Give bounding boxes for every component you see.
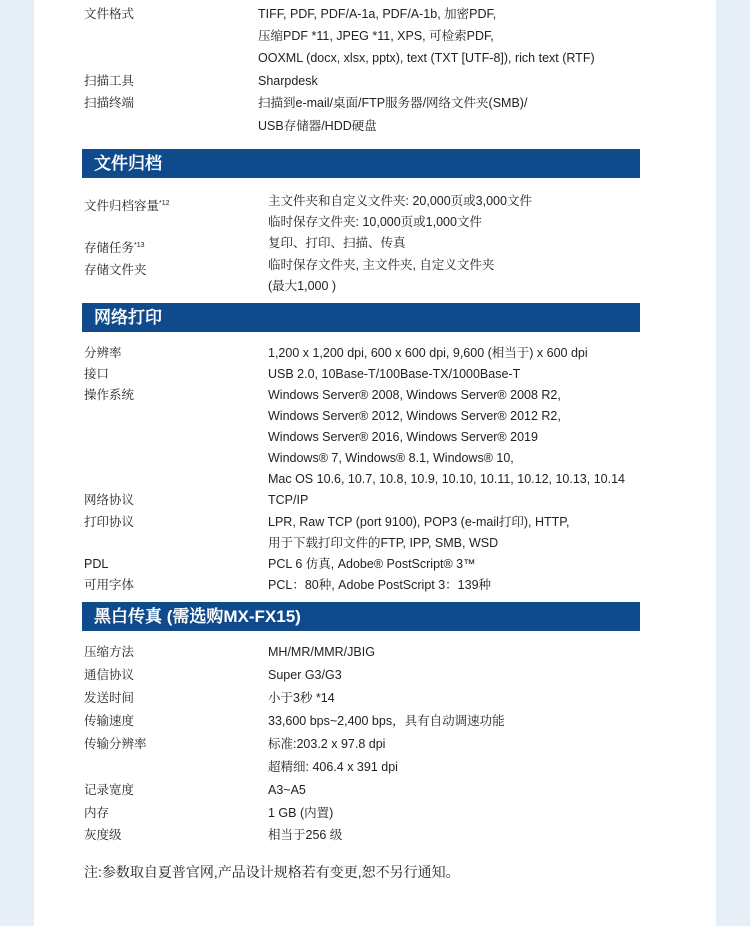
spec-value: USB 2.0, 10Base-T/100Base-TX/1000Base-T — [268, 367, 521, 381]
spec-value: LPR, Raw TCP (port 9100), POP3 (e-mail打印), HTTP, — [268, 515, 570, 529]
spec-value: Super G3/G3 — [268, 668, 342, 682]
spec-value: 扫描到e-mail/桌面/FTP服务器/网络文件夹(SMB)/ — [258, 96, 528, 110]
spec-label: 存储任务$^{*13}$ — [84, 241, 145, 255]
spec-label: 接口 — [84, 367, 110, 381]
spec-label: 灰度级 — [84, 828, 122, 842]
spec-value: 用于下载打印文件的FTP, IPP, SMB, WSD — [268, 536, 499, 550]
spec-label: 存储文件夹 — [84, 263, 147, 277]
spec-value: 相当于256 级 — [268, 828, 343, 842]
spec-label: 压缩方法 — [84, 645, 135, 659]
spec-label: 通信协议 — [84, 668, 135, 682]
footnote-mark: *13 — [134, 242, 145, 249]
spec-label: 记录宽度 — [84, 783, 135, 797]
spec-label: 传输分辨率 — [84, 737, 147, 751]
spec-label: 文件归档容量$^{*12}$ — [84, 199, 170, 213]
spec-label: 扫描工具 — [84, 74, 135, 88]
spec-label: 发送时间 — [84, 691, 135, 705]
spec-value: Sharpdesk — [258, 74, 318, 88]
footnote: 注:参数取自夏普官网,产品设计规格若有变更,恕不另行通知。 — [84, 864, 460, 880]
section-header-filing: 文件归档 — [82, 149, 640, 178]
spec-value: OOXML (docx, xlsx, pptx), text (TXT [UTF-8]), rich text (RTF) — [258, 51, 595, 65]
spec-label: 打印协议 — [84, 515, 135, 529]
spec-value: 主文件夹和自定义文件夹: 20,000页或3,000文件 — [268, 194, 532, 208]
spec-value: PCL：80种, Adobe PostScript 3：139种 — [268, 578, 492, 592]
spec-label: 网络协议 — [84, 493, 135, 507]
spec-label: 文件格式 — [84, 7, 135, 21]
footnote-mark: *12 — [159, 200, 170, 207]
spec-value: Windows Server® 2008, Windows Server® 2008 R2, — [268, 388, 561, 402]
section-header-print: 网络打印 — [82, 303, 640, 332]
spec-value: 复印、打印、扫描、传真 — [268, 236, 406, 250]
spec-label: PDL — [84, 557, 109, 571]
spec-value: A3~A5 — [268, 783, 306, 797]
spec-label: 传输速度 — [84, 714, 135, 728]
spec-value: (最大1,000 ) — [268, 279, 337, 293]
spec-sheet — [34, 0, 716, 926]
section-header-fax: 黑白传真 (需选购MX-FX15) — [82, 602, 640, 631]
spec-value: Windows Server® 2012, Windows Server® 2012 R2, — [268, 409, 561, 423]
spec-label: 内存 — [84, 806, 110, 820]
spec-value: 超精细: 406.4 x 391 dpi — [268, 760, 398, 774]
spec-value: TCP/IP — [268, 493, 309, 507]
spec-value: 1 GB (内置) — [268, 806, 334, 820]
spec-value: 压缩PDF *11, JPEG *11, XPS, 可检索PDF, — [258, 29, 494, 43]
spec-value: 临时保存文件夹: 10,000页或1,000文件 — [268, 215, 482, 229]
spec-value: 标准:203.2 x 97.8 dpi — [268, 737, 386, 751]
spec-value: USB存储器/HDD硬盘 — [258, 119, 377, 133]
spec-value: TIFF, PDF, PDF/A-1a, PDF/A-1b, 加密PDF, — [258, 7, 497, 21]
spec-value: 33,600 bps~2,400 bps，具有自动调速功能 — [268, 714, 505, 728]
spec-label: 扫描终端 — [84, 96, 135, 110]
spec-label: 分辨率 — [84, 346, 122, 360]
spec-value: Windows Server® 2016, Windows Server® 2019 — [268, 430, 538, 444]
spec-label: 可用字体 — [84, 578, 135, 592]
spec-value: PCL 6 仿真, Adobe® PostScript® 3™ — [268, 557, 476, 571]
spec-value: MH/MR/MMR/JBIG — [268, 645, 375, 659]
spec-value: Mac OS 10.6, 10.7, 10.8, 10.9, 10.10, 10.11, 10.12, 10.13, 10.14 — [268, 472, 625, 486]
spec-label: 操作系统 — [84, 388, 135, 402]
spec-value: 小于3秒 *14 — [268, 691, 335, 705]
spec-value: 临时保存文件夹, 主文件夹, 自定义文件夹 — [268, 258, 495, 272]
spec-value: Windows® 7, Windows® 8.1, Windows® 10, — [268, 451, 514, 465]
spec-value: 1,200 x 1,200 dpi, 600 x 600 dpi, 9,600 (相当于) x 600 dpi — [268, 346, 588, 360]
